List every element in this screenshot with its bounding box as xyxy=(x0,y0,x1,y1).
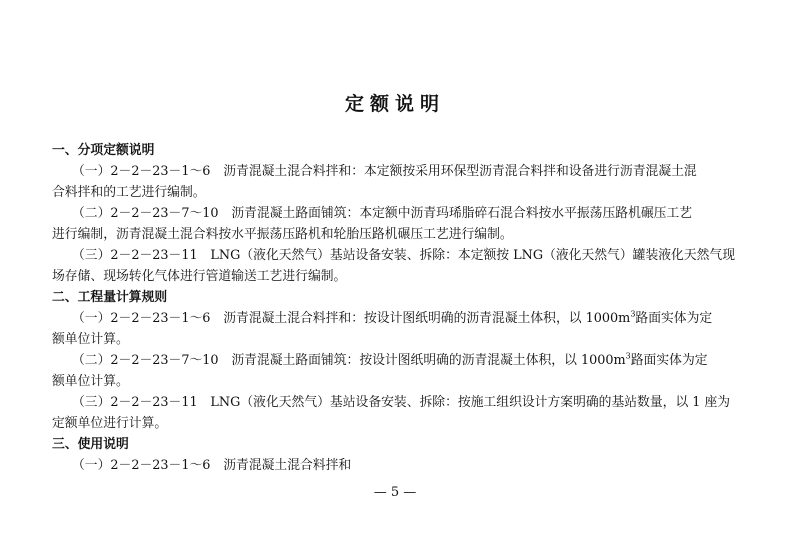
paragraph-line xyxy=(72,352,772,370)
paragraph-line: 额单位计算。 xyxy=(52,374,129,389)
paragraph-line: 额单位计算。 xyxy=(52,332,129,347)
paragraph-line: 进行编制，沥青混凝土混合料按水平振荡压路机和轮胎压路机碾压工艺进行编制。 xyxy=(52,227,513,242)
paragraph-line: （一）2－2－23－1～6 沥青混凝土混合料拌和：本定额按采用环保型沥青混合料拌和设备进行沥青混凝土混 xyxy=(72,164,697,179)
section-heading-3: 三、使用说明 xyxy=(52,437,129,452)
paragraph-text: 路面实体为定 xyxy=(635,311,713,326)
paragraph-line: （三）2－2－23－11 LNG（液化天然气）基站设备安装、拆除：本定额按 LNG（液化天然气）罐装液化天然气现 xyxy=(72,248,736,263)
paragraph-line: （二）2－2－23－7～10 沥青混凝土路面铺筑：本定额中沥青玛琋脂碎石混合料按水平振荡压路机碾压工艺 xyxy=(72,206,693,221)
paragraph-line: （三）2－2－23－11 LNG（液化天然气）基站设备安装、拆除：按施工组织设计方案明确的基站数量，以 1 座为 xyxy=(72,395,731,410)
superscript: 3 xyxy=(630,309,636,319)
section-heading-1: 一、分项定额说明 xyxy=(52,143,155,158)
paragraph-text: （二）2－2－23－7～10 沥青混凝土路面铺筑：按设计图纸明确的沥青混凝土体积，以 1000m xyxy=(72,353,626,368)
paragraph-line: 合料拌和的工艺进行编制。 xyxy=(52,185,206,200)
page-title: 定额说明 xyxy=(344,93,445,115)
paragraph-line xyxy=(72,310,772,328)
paragraph-text: 路面实体为定 xyxy=(630,353,708,368)
paragraph-text: （一）2－2－23－1～6 沥青混凝土混合料拌和：按设计图纸明确的沥青混凝土体积，以 1000m xyxy=(72,311,631,326)
superscript: 3 xyxy=(625,351,631,361)
page-number: — 5 — xyxy=(373,485,417,500)
paragraph-line: 场存储、现场转化气体进行管道输送工艺进行编制。 xyxy=(52,269,347,284)
section-heading-2: 二、工程量计算规则 xyxy=(52,290,168,305)
paragraph-line: （一）2－2－23－1～6 沥青混凝土混合料拌和 xyxy=(72,458,352,473)
paragraph-line: 定额单位进行计算。 xyxy=(52,416,168,431)
